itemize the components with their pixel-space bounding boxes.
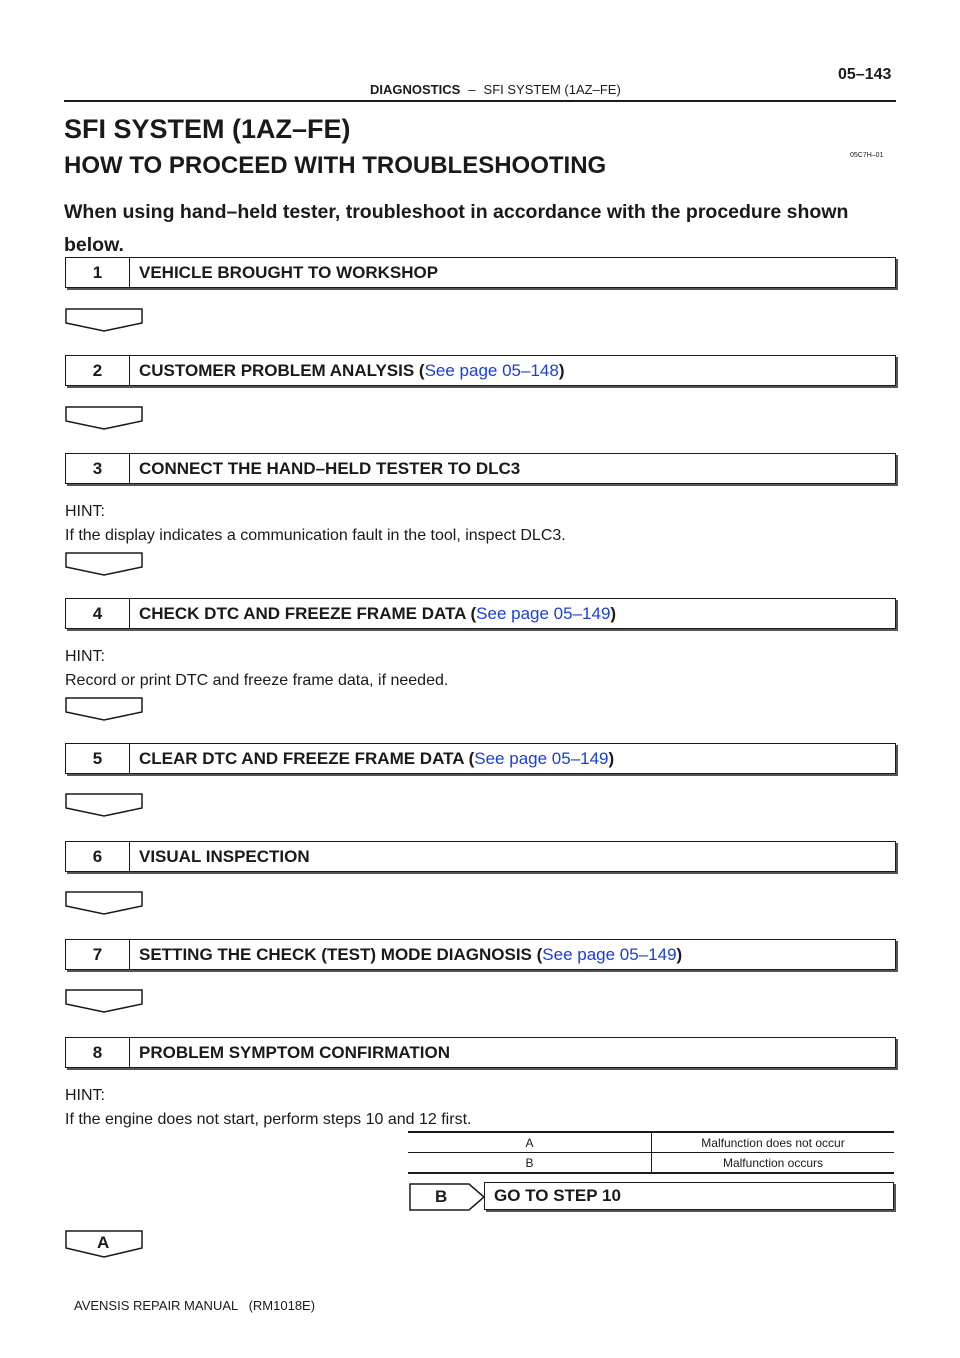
step-number: 7 — [66, 940, 130, 969]
page-number: 05–143 — [838, 66, 892, 83]
step-number: 4 — [66, 599, 130, 628]
table-row — [408, 1153, 894, 1174]
table-row — [408, 1132, 894, 1153]
step-title: PROBLEM SYMPTOM CONFIRMATION — [139, 1042, 451, 1062]
down-arrow-icon — [65, 989, 143, 1013]
continue-code: A — [97, 1233, 110, 1252]
hint-text: Record or print DTC and freeze frame data, if needed. — [65, 672, 449, 689]
page-title: SFI SYSTEM (1AZ–FE) — [64, 114, 351, 144]
step-number: 3 — [66, 454, 130, 483]
header-subsection: SFI SYSTEM (1AZ–FE) — [483, 82, 621, 97]
down-arrow-icon — [65, 308, 143, 332]
down-arrow-icon — [65, 891, 143, 915]
intro-text: When using hand–held tester, troubleshoot in accordance with the procedure shown below. — [64, 201, 849, 256]
step-box-3 — [65, 453, 896, 484]
page-reference-link[interactable]: See page 05–149 — [542, 944, 677, 964]
hint-block — [65, 500, 566, 548]
step-number: 1 — [66, 258, 130, 287]
page-reference-link[interactable]: See page 05–148 — [424, 360, 559, 380]
step-box-4 — [65, 598, 896, 629]
running-header — [370, 82, 621, 97]
step-box-8 — [65, 1037, 896, 1068]
step-title: CUSTOMER PROBLEM ANALYSIS ( See page 05–148 ) — [139, 360, 565, 380]
hint-label: HINT: — [65, 1087, 105, 1104]
page-reference-link[interactable]: See page 05–149 — [474, 748, 609, 768]
result-description: Malfunction occurs — [652, 1153, 895, 1174]
step-title: CONNECT THE HAND–HELD TESTER TO DLC3 — [139, 458, 521, 478]
down-arrow-icon — [65, 406, 143, 430]
step-title: SETTING THE CHECK (TEST) MODE DIAGNOSIS ( See page 05–149 ) — [139, 944, 683, 964]
hint-text: If the display indicates a communication fault in the tool, inspect DLC3. — [65, 527, 566, 544]
step-box-7 — [65, 939, 896, 970]
footer-text: AVENSIS REPAIR MANUAL (RM1018E) — [74, 1298, 316, 1313]
step-box-6 — [65, 841, 896, 872]
result-table — [408, 1131, 894, 1174]
section-heading: HOW TO PROCEED WITH TROUBLESHOOTING — [64, 152, 607, 179]
page-reference-link[interactable]: See page 05–149 — [476, 603, 611, 623]
step-box-2 — [65, 355, 896, 386]
step-number: 8 — [66, 1038, 130, 1067]
step-title: VEHICLE BROUGHT TO WORKSHOP — [139, 262, 439, 282]
hint-text: If the engine does not start, perform steps 10 and 12 first. — [65, 1111, 472, 1128]
step-title: CLEAR DTC AND FREEZE FRAME DATA ( See page 05–149 ) — [139, 748, 615, 768]
down-arrow-icon — [65, 552, 143, 576]
hint-label: HINT: — [65, 648, 105, 665]
hint-label: HINT: — [65, 503, 105, 520]
goto-step-box[interactable]: GO TO STEP 10 — [484, 1182, 894, 1210]
step-title: CHECK DTC AND FREEZE FRAME DATA ( See page 05–149 ) — [139, 603, 617, 623]
continue-arrow — [65, 1230, 143, 1258]
result-code: B — [408, 1153, 652, 1174]
header-rule — [64, 100, 896, 102]
down-arrow-icon — [65, 793, 143, 817]
branch-code: B — [435, 1187, 448, 1206]
header-section: DIAGNOSTICS — [370, 82, 461, 97]
step-box-1 — [65, 257, 896, 288]
header-separator: – — [468, 82, 476, 97]
result-description: Malfunction does not occur — [652, 1132, 895, 1153]
hint-block — [65, 1084, 471, 1132]
hint-block — [65, 645, 448, 693]
step-number: 5 — [66, 744, 130, 773]
step-number: 6 — [66, 842, 130, 871]
branch-flag — [409, 1183, 485, 1211]
step-box-5 — [65, 743, 896, 774]
down-arrow-icon — [65, 697, 143, 721]
step-number: 2 — [66, 356, 130, 385]
document-code: 05C7H–01 — [850, 152, 884, 159]
step-title: VISUAL INSPECTION — [139, 846, 310, 866]
result-code: A — [408, 1132, 652, 1153]
